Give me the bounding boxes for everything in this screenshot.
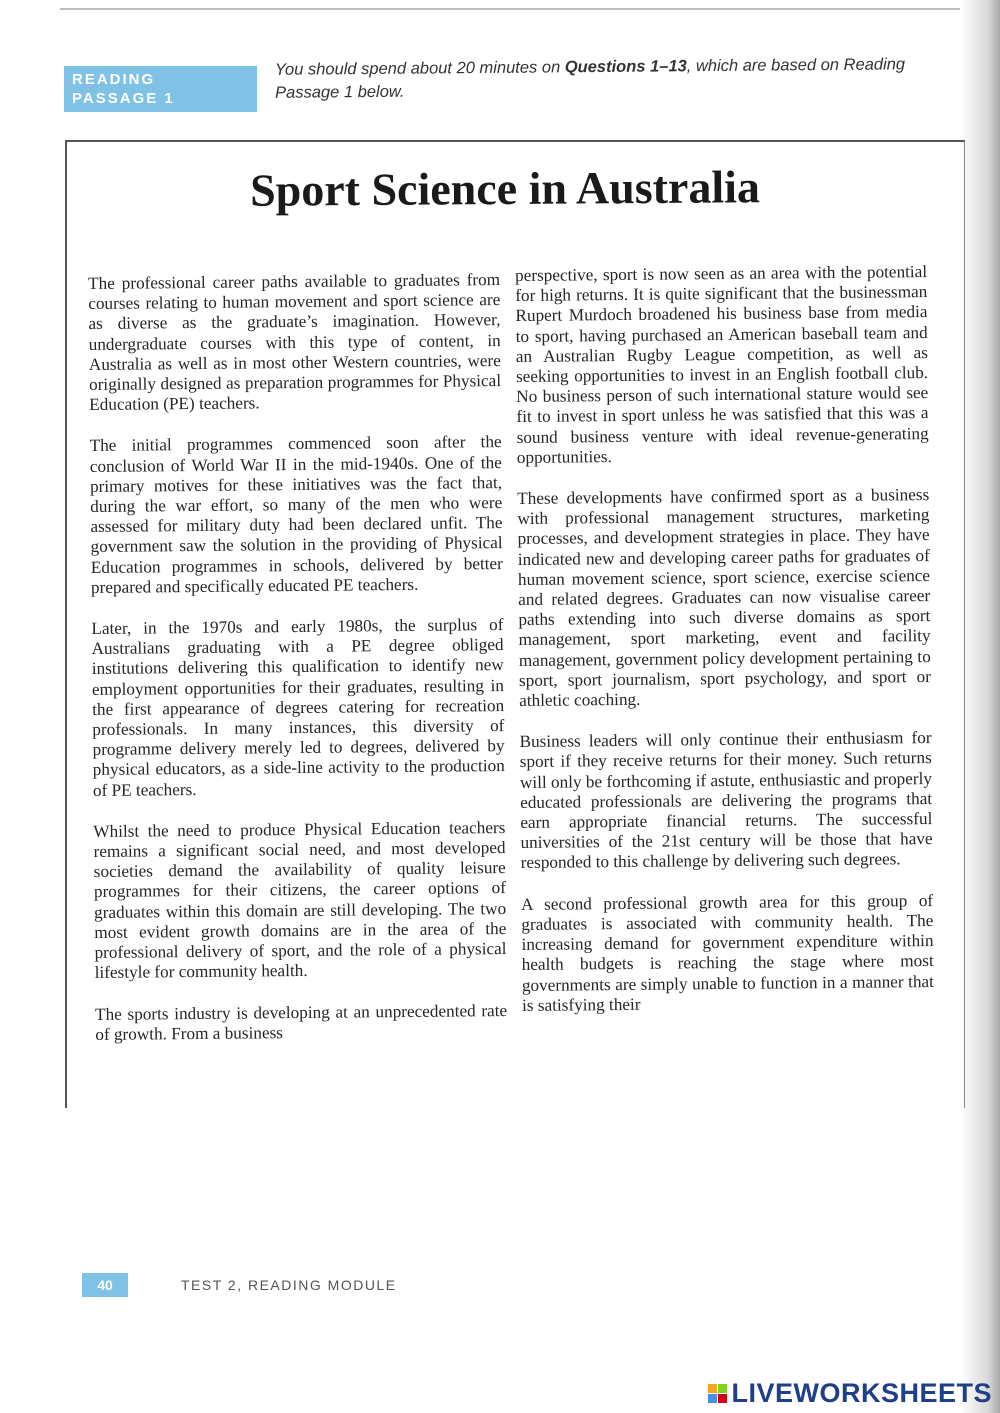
instruction-post: , which are based on Reading Passage 1 below. [275, 55, 906, 102]
passage-label-line1: READING [72, 71, 156, 88]
logo-square [718, 1394, 727, 1403]
paragraph: The initial programmes commenced soon after the conclusion of World War II in the mid-1940s. One of the primary motives for these initiatives was the fact that, during the war effort, so many of the men who were assessed for military duty had been declared unfit. The government saw the solution in the providing of Physical Education programmes in schools, delivered by better prepared and specifically educated PE teachers. [89, 432, 503, 597]
right-column [515, 262, 934, 1037]
paragraph: These developments have confirmed sport as a business with professional management structures, marketing processes, and development strategies in place. They have indicated new and developing career paths for graduates of human movement science, sport science, exercise science and related degrees. Graduates can now visualise career paths extending into such diverse domains as sport management, sport marketing, event and facility management, government policy development pertaining to sport, sport journalism, sport psychology, and sport or athletic coaching. [517, 485, 932, 711]
instruction-questions: Questions 1–13 [564, 57, 687, 77]
instructions [275, 53, 925, 105]
paragraph: perspective, sport is now seen as an area with the potential for high returns. It is quite significant that the businessman Rupert Murdoch broadened his business base from media to sport, having purchased an American baseball team and an Australian Rugby League competition, as well as seeking opportunities to invest in an English football club. No business person of such international stature would see fit to invest in sport unless he was satisfied that this was a sound business venture with ideal revenue-generating opportunities. [515, 262, 929, 467]
page-number: 40 [82, 1273, 128, 1297]
passage-label [64, 66, 257, 112]
watermark-text: LIVEWORKSHEETS [731, 1378, 992, 1408]
paragraph: The sports industry is developing at an unprecedented rate of growth. From a business [95, 1000, 508, 1044]
article-title: Sport Science in Australia [249, 161, 761, 216]
passage-label-line2: PASSAGE 1 [72, 90, 175, 107]
instruction-pre: You should spend about 20 minutes on [274, 58, 565, 79]
top-rule [60, 8, 1000, 10]
paragraph: Whilst the need to produce Physical Education teachers remains a significant social need, and most developed societies demand the availability of quality leisure programmes for their citizens, the career options of graduates within this domain are still developing. The two most evident growth domains are in the area of the professional delivery of sport, and the role of a physical lifestyle for community health. [93, 817, 507, 983]
left-column [88, 270, 508, 1066]
module-label: TEST 2, READING MODULE [181, 1277, 397, 1293]
paragraph: A second professional growth area for this group of graduates is associated with community health. The increasing demand for government expenditure within health budgets is reaching the stage where most governments are simply unable to function in a manner that is satisfying their [521, 890, 934, 1015]
page-spine-shadow [960, 0, 1000, 1413]
logo-square [718, 1384, 727, 1393]
liveworksheets-logo-icon [708, 1384, 727, 1403]
liveworksheets-watermark[interactable] [708, 1378, 992, 1409]
paragraph: Business leaders will only continue their enthusiasm for sport if they receive returns for their money. Such returns will only be forthcoming if astute, enthusiastic and properly educated professionals are delivering the programs that earn appropriate financial returns. The successful universities of the 21st century will be those that have responded to this challenge by delivering such degrees. [519, 728, 933, 873]
paragraph: Later, in the 1970s and early 1980s, the surplus of Australians graduating with a PE degree obliged institutions delivering this qualification to identify new employment opportunities for their graduates, resulting in the first appearance of degrees catering for recreation professionals. In many instances, this diversity of programme delivery merely led to degrees, delivered by physical educators, as a side-line activity to the production of PE teachers. [91, 615, 505, 800]
logo-square [708, 1384, 717, 1393]
logo-square [708, 1394, 717, 1403]
paragraph: The professional career paths available to graduates from courses relating to human movement and sport science are as diverse as the graduate’s imagination. However, undergraduate courses with this type of content, in Australia as well as in most other Western countries, were originally designed as preparation programmes for Physical Education (PE) teachers. [88, 270, 502, 415]
